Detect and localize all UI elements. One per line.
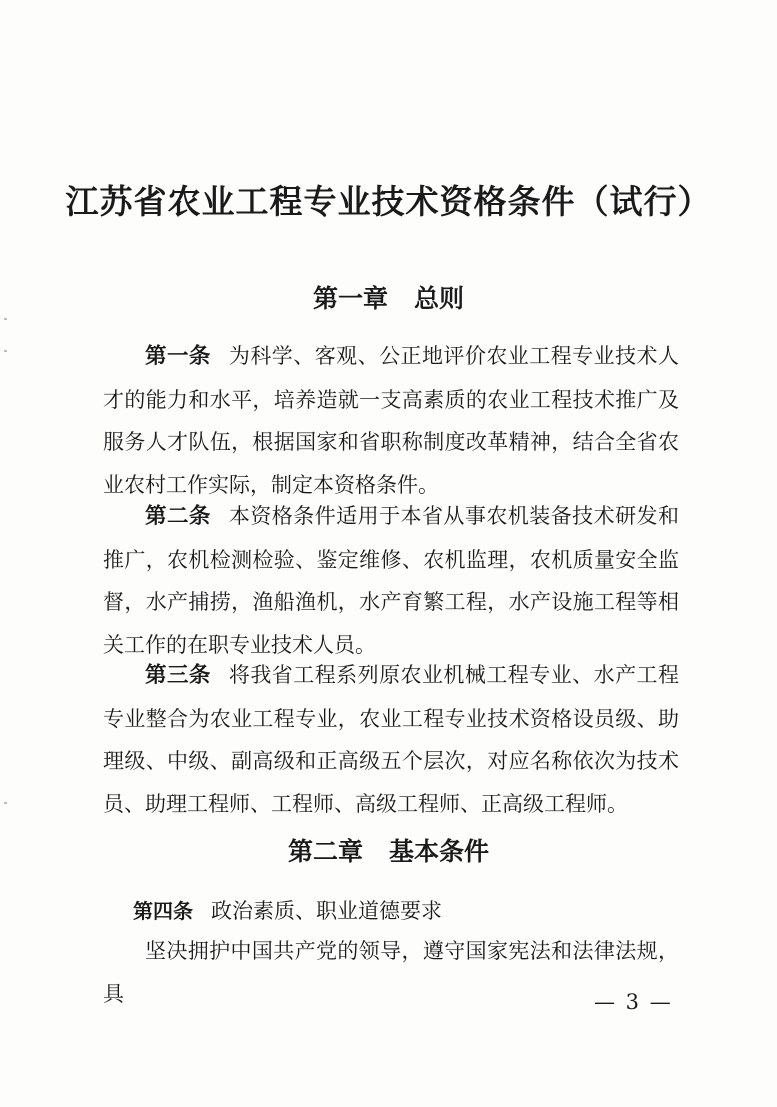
article-label: 第一条 xyxy=(145,344,211,369)
article-text: 为科学、客观、公正地评价农业工程专业技术人才的能力和水平，培养造就一支高素质的农业工程技术推广及服务人才队伍，根据国家和省职称制度改革精神，结合全省农业农村工作实际，制定本资格条件。 xyxy=(103,344,679,497)
chapter-label: 第二章 xyxy=(287,837,363,866)
chapter-name: 基本条件 xyxy=(389,837,490,866)
article-paragraph-4 xyxy=(103,890,679,933)
article-label: 第二条 xyxy=(145,504,211,529)
margin-mark xyxy=(4,318,7,320)
article-text: 政治素质、职业道德要求 xyxy=(211,899,442,923)
chapter-heading-2 xyxy=(0,835,777,869)
article-text: 本资格条件适用于本省从事农机装备技术研发和推广，农机检测检验、鉴定维修、农机监理，农机质量安全监督，水产捕捞，渔船渔机，水产育繁工程，水产设施工程等相关工作的在职专业技术人员。 xyxy=(103,504,679,657)
article-paragraph-2 xyxy=(103,495,679,666)
chapter-heading-1 xyxy=(0,282,777,316)
page-number: — 3 — xyxy=(594,990,673,1014)
margin-mark xyxy=(4,350,7,352)
article-paragraph-1 xyxy=(103,335,679,506)
chapter-name: 总则 xyxy=(414,284,465,313)
margin-mark xyxy=(4,802,7,804)
continuation-paragraph xyxy=(103,930,679,1015)
article-label: 第四条 xyxy=(133,899,193,923)
document-title: 江苏省农业工程专业技术资格条件（试行） xyxy=(65,182,712,221)
continuation-text: 坚决拥护中国共产党的领导，遵守国家宪法和法律法规，具 xyxy=(103,939,679,1006)
article-label: 第三条 xyxy=(145,663,211,688)
article-text: 将我省工程系列原农业机械工程专业、水产工程专业整合为农业工程专业，农业工程专业技术资格设员级、助理级、中级、副高级和正高级五个层次，对应名称依次为技术员、助理工程师、工程师、高级工程师、正高级工程师。 xyxy=(103,663,679,816)
chapter-label: 第一章 xyxy=(312,284,388,313)
article-paragraph-3 xyxy=(103,654,679,825)
